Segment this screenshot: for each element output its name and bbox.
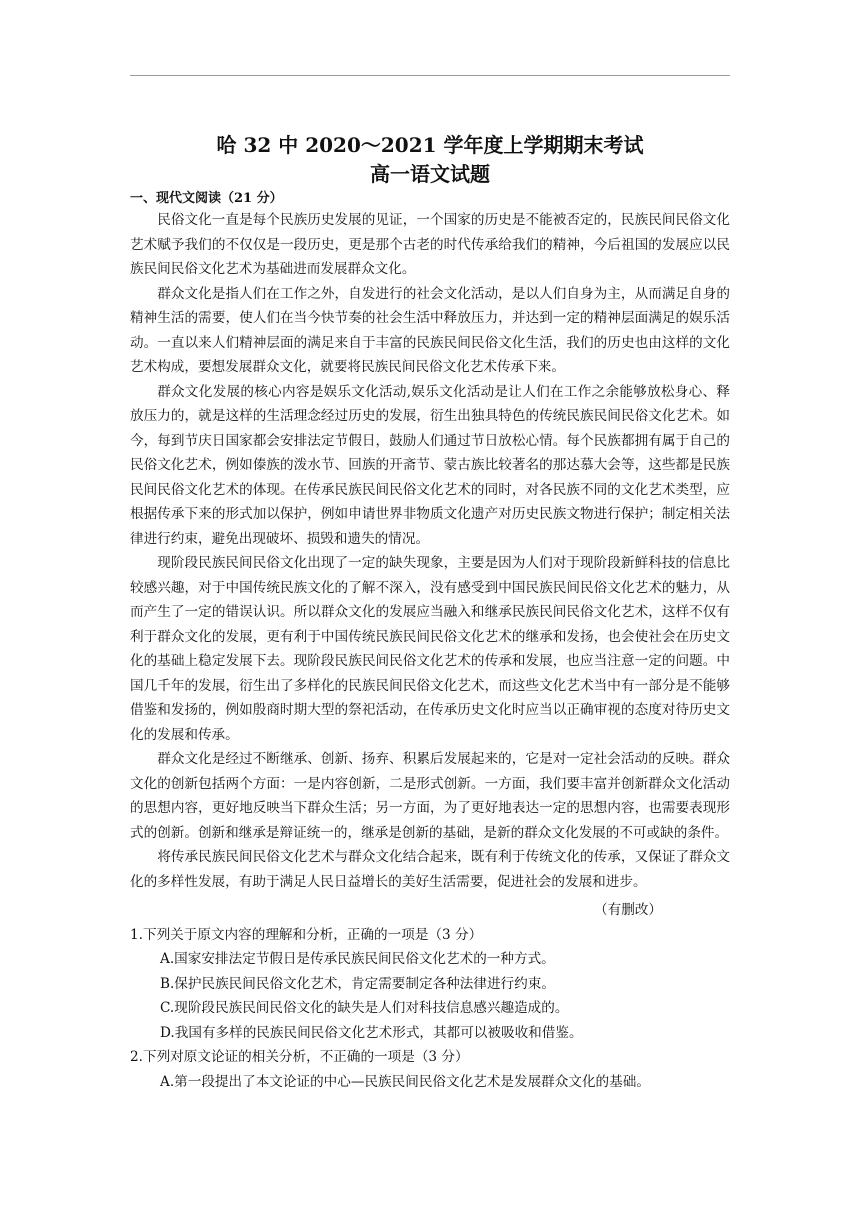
- document-body: [130, 208, 730, 1094]
- header-rule: [130, 75, 730, 76]
- answer-option: A.第一段提出了本文论证的中心—民族民间民俗文化艺术是发展群众文化的基础。: [160, 1073, 650, 1090]
- passage-paragraph: 将传承民族民间民俗文化艺术与群众文化结合起来，既有利于传统文化的传承，又保证了群众文化的多样性发展，有助于满足人民日益增长的美好生活需要，促进社会的发展和进步。: [130, 849, 730, 890]
- exam-subtitle: 高一语文试题: [370, 162, 490, 186]
- answer-option: D.我国有多样的民族民间民俗文化艺术形式，其都可以被吸收和借鉴。: [160, 1024, 583, 1041]
- passage-paragraph: 群众文化发展的核心内容是娱乐文化活动,娱乐文化活动是让人们在工作之余能够放松身心、释放压力的，就是这样的生活理念经过历史的发展，衍生出独具特色的传统民族民间民俗文化艺术。如今，每到节庆日国家都会安排法定节假日，鼓励人们通过节日放松心情。每个民族都拥有属于自己的民俗文化艺术，例如傣族的泼水节、回族的开斋节、蒙古族比较著名的那达慕大会等，这些都是民族民间民俗文化艺术的体现。在传承民族民间民俗文化艺术的同时，对各民族不同的文化艺术类型，应根据传承下来的形式加以保护，例如申请世界非物质文化遗产对历史民族文物进行保护；制定相关法律进行约束，避免出现破坏、损毁和遗失的情况。: [130, 383, 730, 547]
- question-stem: 1.下列关于原文内容的理解和分析，正确的一项是（3 分）: [130, 926, 483, 943]
- exam-title: 哈 32 中 2020～2021 学年度上学期期末考试: [216, 133, 644, 157]
- passage-paragraph: 现阶段民族民间民俗文化出现了一定的缺失现象，主要是因为人们对于现阶段新鲜科技的信息比较感兴趣，对于中国传统民族文化的了解不深入，没有感受到中国民族民间民俗文化艺术的魅力，从而产生了一定的错误认识。所以群众文化的发展应当融入和继承民族民间民俗文化艺术，这样不仅有利于群众文化的发展，更有利于中国传统民族民间民俗文化艺术的继承和发扬，也会使社会在历史文化的基础上稳定发展下去。现阶段民族民间民俗文化艺术的传承和发展，也应当注意一定的问题。中国几千年的发展，衍生出了多样化的民族民间民俗文化艺术，而这些文化艺术当中有一部分是不能够借鉴和发扬的，例如殷商时期大型的祭祀活动，在传承历史文化时应当以正确审视的态度对待历史文化的发展和传承。: [130, 555, 730, 743]
- section-heading: 一、现代文阅读（21 分）: [130, 191, 283, 206]
- source-note: （有删改）: [594, 902, 662, 918]
- answer-option: C.现阶段民族民间民俗文化的缺失是人们对科技信息感兴趣造成的。: [160, 1000, 569, 1016]
- answer-option: A.国家安排法定节假日是传承民族民间民俗文化艺术的一种方式。: [160, 951, 555, 967]
- answer-option: B.保护民族民间民俗文化艺术，肯定需要制定各种法律进行约束。: [160, 975, 555, 992]
- passage-paragraph: 群众文化是指人们在工作之外，自发进行的社会文化活动，是以人们自身为主，从而满足自身的精神生活的需要，使人们在当今快节奏的社会生活中释放压力，并达到一定的精神层面满足的娱乐活动。一直以来人们精神层面的满足来自于丰富的民族民间民俗文化生活，我们的历史也由这样的文化艺术构成，要想发展群众文化，就要将民族民间民俗文化艺术传承下来。: [130, 285, 730, 375]
- question-1: [130, 923, 730, 1046]
- passage-paragraph: 群众文化是经过不断继承、创新、扬弃、积累后发展起来的，它是对一定社会活动的反映。群众文化的创新包括两个方面：一是内容创新，二是形式创新。一方面，我们要丰富并创新群众文化活动的思想内容，更好地反映当下群众生活；另一方面，为了更好地表达一定的思想内容，也需要表现形式的创新。创新和继承是辩证统一的，继承是创新的基础，是新的群众文化发展的不可或缺的条件。: [130, 751, 730, 841]
- question-stem: 2.下列对原文论证的相关分析，不正确的一项是（3 分）: [130, 1049, 469, 1065]
- reading-passage: [130, 208, 730, 923]
- question-2: [130, 1045, 730, 1094]
- passage-paragraph: 民俗文化一直是每个民族历史发展的见证，一个国家的历史是不能被否定的，民族民间民俗文化艺术赋予我们的不仅仅是一段历史，更是那个古老的时代传承给我们的精神，今后祖国的发展应以民族民间民俗文化艺术为基础进而发展群众文化。: [130, 212, 730, 277]
